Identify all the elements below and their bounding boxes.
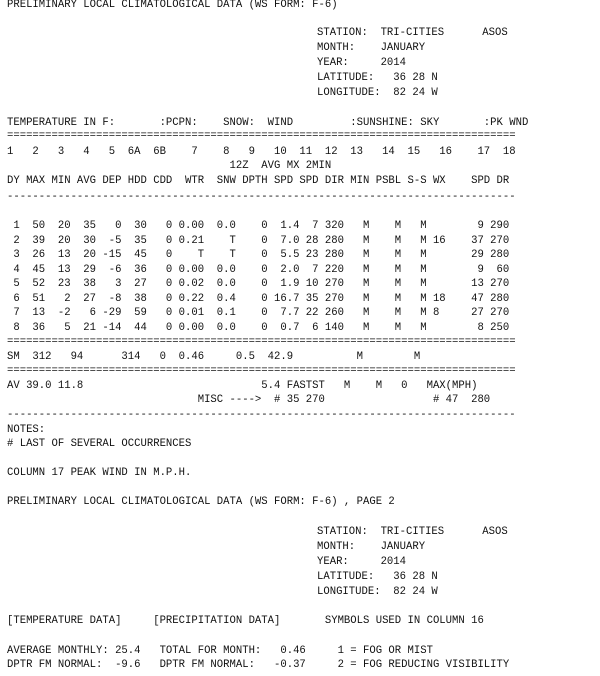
table-row: 6 51 2 27 -8 38 0 0.22 0.4 0 16.7 35 270 M M M 18 47 280 (7, 293, 510, 305)
rule-equals: ================================================================================ (7, 365, 516, 377)
page2-longitude-line: LONGITUDE: 82 24 W (317, 586, 438, 598)
page2-latitude-line: LATITUDE: 36 28 N (317, 571, 438, 583)
rule-equals: ================================================================================ (7, 336, 516, 348)
departure-normal-line: DPTR FM NORMAL: -9.6 DPTR FM NORMAL: -0.37 2 = FOG REDUCING VISIBILITY (7, 659, 510, 671)
note-last-occurrences: # LAST OF SEVERAL OCCURRENCES (7, 438, 192, 450)
misc-line: MISC ----> # 35 270 # 47 280 (7, 394, 491, 406)
column-header-line-3: DY MAX MIN AVG DEP HDD CDD WTR SNW DPTH SPD SPD DIR MIN PSBL S-S WX SPD DR (7, 175, 510, 187)
station-line: STATION: TRI-CITIES ASOS (317, 27, 508, 39)
page2-station-line: STATION: TRI-CITIES ASOS (317, 526, 508, 538)
note-peak-wind: COLUMN 17 PEAK WIND IN M.P.H. (7, 467, 192, 479)
table-row: 5 52 23 38 3 27 0 0.02 0.0 0 1.9 10 270 M M M 13 270 (7, 278, 510, 290)
section-headers: TEMPERATURE IN F: :PCPN: SNOW: WIND :SUNSHINE: SKY :PK WND (7, 117, 529, 129)
latitude-line: LATITUDE: 36 28 N (317, 72, 438, 84)
avg-line: AV 39.0 11.8 5.4 FASTST M M 0 MAX(MPH) (7, 380, 478, 392)
longitude-line: LONGITUDE: 82 24 W (317, 87, 438, 99)
table-row: 8 36 5 21 -14 44 0 0.00 0.0 0 0.7 6 140 M M M 8 250 (7, 322, 510, 334)
column-numbers: 1 2 3 4 5 6A 6B 7 8 9 10 11 12 13 14 15 16 17 18 (7, 146, 516, 158)
table-row: 3 26 13 20 -15 45 0 T T 0 5.5 23 280 M M M 29 280 (7, 249, 510, 261)
table-row: 4 45 13 29 -6 36 0 0.00 0.0 0 2.0 7 220 M M M 9 60 (7, 264, 510, 276)
page2-year-line: YEAR: 2014 (317, 556, 407, 568)
page2-month-line: MONTH: JANUARY (317, 541, 426, 553)
column-header-line-2: 12Z AVG MX 2MIN (7, 160, 332, 172)
rule-dashes: -------------------------------------------------------------------------------- (7, 409, 516, 421)
table-row: 2 39 20 30 -5 35 0 0.21 T 0 7.0 28 280 M M M 16 37 270 (7, 235, 510, 247)
rule-equals: ================================================================================ (7, 130, 516, 142)
month-line: MONTH: JANUARY (317, 42, 426, 54)
notes-heading: NOTES: (7, 424, 46, 436)
average-monthly-line: AVERAGE MONTHLY: 25.4 TOTAL FOR MONTH: 0.46 1 = FOG OR MIST (7, 645, 433, 657)
page2-sections-line: [TEMPERATURE DATA] [PRECIPITATION DATA] SYMBOLS USED IN COLUMN 16 (7, 615, 484, 627)
table-row: 7 13 -2 6 -29 59 0 0.01 0.1 0 7.7 22 260 M M M 8 27 270 (7, 307, 510, 319)
page2-title: PRELIMINARY LOCAL CLIMATOLOGICAL DATA (WS FORM: F-6) , PAGE 2 (7, 496, 395, 508)
rule-dashes: -------------------------------------------------------------------------------- (7, 191, 516, 203)
year-line: YEAR: 2014 (317, 57, 407, 69)
table-row: 1 50 20 35 0 30 0 0.00 0.0 0 1.4 7 320 M M M 9 290 (7, 220, 510, 232)
sum-line: SM 312 94 314 0 0.46 0.5 42.9 M M (7, 351, 421, 363)
report-title: PRELIMINARY LOCAL CLIMATOLOGICAL DATA (WS FORM: F-6) (7, 0, 338, 11)
